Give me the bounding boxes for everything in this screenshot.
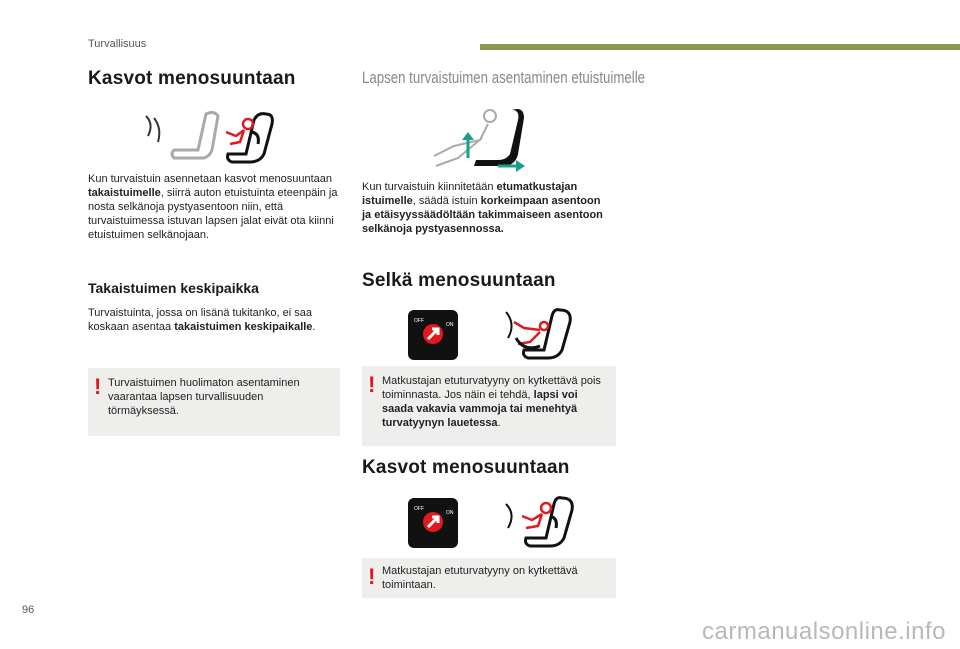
section-label: Turvallisuus: [88, 38, 147, 50]
left-p1-seg-2: , siirrä auton etuistuinta eteenpäin ja nosta selkänoja pystyasentoon niin, että turvaistuimessa istuvan lapsen jalat eivät ota kiinni etuistuimen selkänojaan.: [88, 187, 338, 241]
airbag-on-badge-icon: [408, 498, 458, 548]
warning-exclamation-icon: !: [94, 374, 102, 399]
right-title-1: Lapsen turvaistuimen asentaminen etuistuimelle: [362, 68, 646, 87]
left-paragraph-1: [88, 172, 338, 242]
left-title-1: Kasvot menosuuntaan: [88, 68, 296, 89]
left-p1-seg-0: Kun turvaistuin asennetaan kasvot menosuuntaan: [88, 173, 332, 185]
warning-exclamation-icon: !: [368, 372, 376, 397]
right-warning-text-2: Matkustajan etuturvatyyny on kytkettävä toimintaan.: [382, 565, 578, 591]
rear-facing-illustration: [500, 306, 580, 360]
right-p1-seg-0: Kun turvaistuin kiinnitetään: [362, 181, 497, 193]
left-p1-seg-1: takaistuimelle: [88, 187, 161, 199]
left-warning-text: Turvaistuimen huolimaton asentaminen vaarantaa lapsen turvallisuuden törmäyksessä.: [108, 377, 300, 417]
right-w2-seg-2: .: [497, 417, 501, 429]
left-p2-seg-2: .: [312, 321, 316, 333]
right-p1-seg-3: korkeimpaan asentoon ja etäisyyssäädöltään takimmaiseen asentoon selkänoja pystyasennossa.: [362, 195, 603, 235]
right-warning-box-2: [362, 558, 616, 598]
svg-text:OFF: OFF: [414, 506, 424, 512]
page-number: 96: [22, 604, 35, 616]
right-warning-text-1: [382, 374, 610, 430]
right-p1-seg-2: , säädä istuin: [412, 195, 481, 207]
airbag-off-badge-icon: [408, 310, 458, 360]
left-title-2: Takaistuimen keskipaikka: [88, 280, 259, 296]
left-warning-box: [88, 368, 340, 436]
svg-text:ON: ON: [446, 322, 454, 328]
right-p1-seg-1: etumatkustajan istuimelle: [362, 181, 578, 207]
left-paragraph-2: [88, 306, 340, 334]
forward-facing-front-illustration: [500, 494, 580, 550]
forward-facing-rear-illustration: [140, 110, 280, 166]
left-p2-seg-0: Turvaistuinta, jossa on lisänä tukitanko, ei saa koskaan asentaa: [88, 307, 312, 333]
front-seat-adjust-illustration: [428, 104, 528, 174]
svg-text:ON: ON: [446, 510, 454, 516]
right-title-3: Kasvot menosuuntaan: [362, 457, 570, 478]
right-title-2: Selkä menosuuntaan: [362, 270, 556, 291]
right-paragraph-1: [362, 180, 612, 236]
watermark: carmanualsonline.info: [702, 618, 946, 645]
svg-text:OFF: OFF: [414, 318, 424, 324]
right-w2-seg-1: lapsi voi saada vakavia vammoja tai menehtyä turvatyynyn lauetessa: [382, 389, 578, 429]
header-accent-bar: [480, 44, 960, 50]
right-w2-seg-0: Matkustajan etuturvatyyny on kytkettävä pois toiminnasta. Jos näin ei tehdä,: [382, 375, 601, 401]
left-p2-seg-1: takaistuimen keskipaikalle: [174, 321, 313, 333]
right-warning-box-1: [362, 366, 616, 446]
warning-exclamation-icon: !: [368, 564, 376, 589]
